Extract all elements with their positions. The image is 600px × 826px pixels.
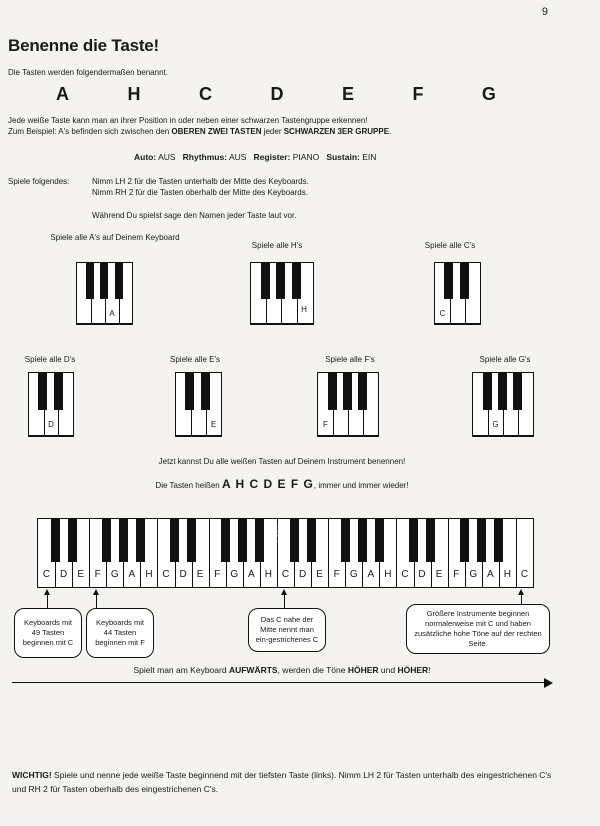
explain-part: jeder bbox=[261, 127, 284, 136]
names-bold: A H C D E F G bbox=[221, 477, 314, 491]
explain-part: Zum Beispiel: A's befinden sich zwischen den bbox=[8, 127, 172, 136]
key-label: D bbox=[48, 420, 54, 429]
names-part: , immer und immer wieder! bbox=[313, 481, 409, 490]
black-key bbox=[307, 519, 316, 562]
instructions-line-1: Nimm LH 2 für die Tasten unterhalb der Mitte des Keyboards. bbox=[92, 177, 309, 186]
black-key bbox=[341, 519, 350, 562]
upward-bold: HÖHER bbox=[347, 665, 379, 675]
exercise-label-e: Spiele alle E's bbox=[170, 355, 220, 364]
white-key-label: E bbox=[316, 569, 323, 580]
white-key-label: C bbox=[42, 569, 51, 580]
black-key bbox=[460, 519, 469, 562]
white-key-label: F bbox=[453, 569, 460, 580]
white-key-label: G bbox=[110, 569, 119, 580]
page-number: 9 bbox=[541, 6, 548, 18]
upward-bold: HÖHER bbox=[397, 665, 429, 675]
white-key-label: E bbox=[77, 569, 84, 580]
important-label: WICHTIG! bbox=[12, 770, 52, 780]
mini-keyboard-c bbox=[434, 262, 481, 325]
upward-bold: AUFWÄRTS bbox=[228, 665, 278, 675]
key-letter: F bbox=[412, 84, 424, 104]
mini-keyboard-h bbox=[250, 262, 314, 325]
key-letter: E bbox=[341, 84, 354, 104]
instructions-label: Spiele folgendes: bbox=[8, 177, 70, 186]
explain-bold: SCHWARZEN 3ER GRUPPE bbox=[283, 127, 390, 136]
middle-c-marker: MIDDLE bbox=[273, 525, 279, 544]
setting-value: PIANO bbox=[292, 152, 320, 162]
white-key-label: G bbox=[349, 569, 358, 580]
exercise-label-f: Spiele alle F's bbox=[325, 355, 375, 364]
white-key-label: A bbox=[128, 569, 136, 580]
white-key-label: H bbox=[264, 569, 273, 580]
white-key-label: C bbox=[520, 569, 529, 580]
black-key bbox=[375, 519, 384, 562]
exercise-label-a: Spiele alle A's auf Deinem Keyboard bbox=[50, 233, 180, 242]
black-key bbox=[255, 519, 264, 562]
upward-part: ! bbox=[428, 665, 431, 675]
arrow-right-icon bbox=[544, 678, 553, 688]
mini-keyboard-f bbox=[317, 372, 379, 437]
key-label: F bbox=[323, 420, 328, 429]
black-key bbox=[51, 519, 60, 562]
white-key-label: C bbox=[162, 569, 170, 580]
key-label: A bbox=[109, 309, 115, 318]
now-text: Jetzt kannst Du alle weißen Tasten auf Deinem Instrument benennen! bbox=[158, 457, 406, 466]
white-key-label: F bbox=[333, 569, 340, 580]
callout-49-keys: Keyboards mit 49 Tasten beginnen mit C bbox=[14, 608, 82, 658]
mini-keyboard-e bbox=[175, 372, 222, 437]
black-key bbox=[102, 519, 111, 562]
setting-label: Auto: bbox=[134, 152, 157, 162]
upward-part: und bbox=[378, 665, 398, 675]
white-key-label: D bbox=[418, 569, 426, 580]
black-key bbox=[68, 519, 77, 562]
white-key-label: A bbox=[248, 569, 255, 580]
black-key bbox=[187, 519, 196, 562]
setting-value: EIN bbox=[362, 152, 377, 162]
explain-bold: OBEREN ZWEI TASTEN bbox=[171, 127, 262, 136]
upward-part: , werden die Töne bbox=[277, 665, 348, 675]
black-key bbox=[477, 519, 486, 562]
black-key bbox=[290, 519, 299, 562]
black-key bbox=[238, 519, 247, 562]
white-key-label: D bbox=[179, 569, 187, 580]
white-key-label: A bbox=[486, 569, 494, 580]
key-label: H bbox=[301, 305, 307, 314]
names-text bbox=[0, 477, 564, 491]
white-key-label: D bbox=[298, 569, 307, 580]
white-key-label: D bbox=[59, 569, 68, 580]
white-key-label: F bbox=[214, 569, 221, 580]
setting-label: Rhythmus: bbox=[182, 152, 228, 162]
key-letter: A bbox=[56, 84, 69, 104]
setting-value: AUS bbox=[158, 152, 176, 162]
upward-part: Spielt man am Keyboard bbox=[133, 665, 229, 675]
black-key bbox=[494, 519, 503, 562]
callout-44-keys: Keyboards mit 44 Tasten beginnen mit F bbox=[86, 608, 154, 658]
white-key-label: E bbox=[435, 569, 443, 580]
exercise-label-c: Spiele alle C's bbox=[424, 241, 476, 250]
black-key bbox=[358, 519, 367, 562]
key-letter: G bbox=[481, 84, 496, 104]
upward-text bbox=[0, 665, 564, 675]
explain-part: . bbox=[389, 127, 392, 136]
white-key-label: A bbox=[367, 569, 375, 580]
setting-label: Sustain: bbox=[326, 152, 360, 162]
full-keyboard bbox=[37, 518, 534, 588]
white-key-label: H bbox=[384, 569, 392, 580]
key-letter: C bbox=[198, 84, 212, 104]
key-label: E bbox=[210, 420, 217, 429]
explain-line-2 bbox=[8, 126, 391, 137]
white-key-label: H bbox=[503, 569, 511, 580]
white-key-label: F bbox=[94, 569, 101, 580]
exercise-label-d: Spiele alle D's bbox=[24, 355, 76, 364]
page-title: Benenne die Taste! bbox=[8, 36, 160, 55]
black-key bbox=[136, 519, 145, 562]
callout-middle-c: Das C nahe der Mitte nennt man ein-gestrichenes C bbox=[248, 608, 326, 652]
callout-larger-keyboards: Größere Instrumente beginnen normalerweise mit C und haben zusätzliche hohe Töne auf der rechten Seite. bbox=[406, 604, 550, 654]
mini-keyboard-d bbox=[28, 372, 74, 437]
setting-label: Register: bbox=[253, 152, 291, 162]
key-label: G bbox=[492, 420, 499, 429]
white-key-label: G bbox=[230, 569, 239, 580]
white-key-label: C bbox=[281, 569, 290, 580]
mini-keyboard-g bbox=[472, 372, 534, 437]
mini-keyboard-a bbox=[76, 262, 133, 325]
key-letter: H bbox=[127, 84, 141, 104]
white-key-label: C bbox=[401, 569, 409, 580]
instructions-line-3: Während Du spielst sage den Namen jeder Taste laut vor. bbox=[92, 211, 297, 220]
key-letters-row bbox=[56, 84, 496, 105]
white-key-label: G bbox=[469, 569, 478, 580]
exercise-label-g: Spiele alle G's bbox=[479, 355, 531, 364]
key-letter: D bbox=[270, 84, 284, 104]
black-key bbox=[119, 519, 128, 562]
important-note bbox=[12, 768, 567, 796]
exercise-label-h: Spiele alle H's bbox=[251, 241, 303, 250]
intro-text: Die Tasten werden folgendermaßen benannt. bbox=[8, 68, 168, 77]
black-key bbox=[426, 519, 435, 562]
black-key bbox=[409, 519, 418, 562]
instructions-line-2: Nimm RH 2 für die Tasten oberhalb der Mitte des Keyboards. bbox=[92, 188, 308, 197]
key-label: C bbox=[439, 309, 446, 318]
white-key-label: E bbox=[196, 569, 204, 580]
black-key bbox=[170, 519, 179, 562]
important-text: Spiele und nenne jede weiße Taste beginnend mit der tiefsten Taste (links). Nimm LH 2 für Tasten unterhalb des eingestrichenen C's und RH 2 für Tasten oberhalb des eingestrichenen C's. bbox=[12, 770, 552, 794]
names-part: Die Tasten heißen bbox=[155, 481, 222, 490]
white-key-label: H bbox=[145, 569, 153, 580]
black-key bbox=[221, 519, 230, 562]
setting-value: AUS bbox=[228, 152, 247, 162]
explain-line-1: Jede weiße Taste kann man an ihrer Position in oder neben einer schwarzen Tastengruppe erkennen! bbox=[8, 116, 368, 125]
settings-line bbox=[134, 152, 376, 162]
upward-arrow-line bbox=[12, 682, 547, 683]
